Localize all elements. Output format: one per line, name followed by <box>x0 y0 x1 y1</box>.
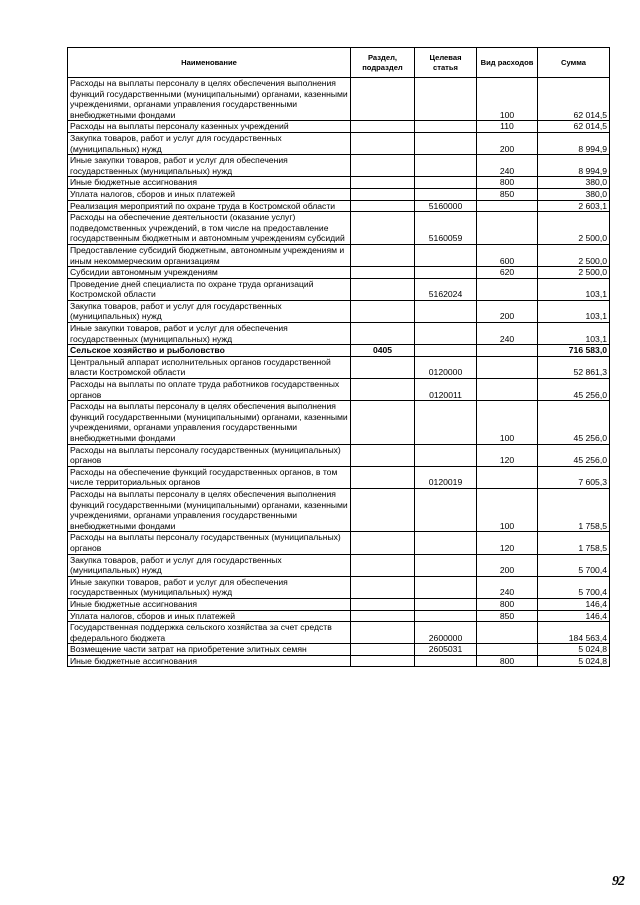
row-target: 0120019 <box>415 466 477 488</box>
table-row <box>68 345 610 357</box>
row-kind <box>477 356 538 378</box>
table-row <box>68 598 610 610</box>
table-header-row <box>68 48 610 78</box>
table-row <box>68 121 610 133</box>
row-sum: 103,1 <box>538 278 610 300</box>
row-kind <box>477 622 538 644</box>
page-number: 92 <box>612 874 624 889</box>
row-target: 5162024 <box>415 278 477 300</box>
row-kind <box>477 466 538 488</box>
row-kind: 240 <box>477 576 538 598</box>
row-section <box>351 576 415 598</box>
row-section <box>351 622 415 644</box>
row-sum: 2 500,0 <box>538 244 610 266</box>
row-section <box>351 356 415 378</box>
row-section <box>351 466 415 488</box>
row-sum: 52 861,3 <box>538 356 610 378</box>
row-name: Сельское хозяйство и рыболовство <box>68 345 351 357</box>
row-sum: 7 605,3 <box>538 466 610 488</box>
table-row <box>68 644 610 656</box>
row-section <box>351 444 415 466</box>
table-row <box>68 655 610 667</box>
row-target: 5160000 <box>415 200 477 212</box>
row-kind: 600 <box>477 244 538 266</box>
row-name: Иные закупки товаров, работ и услуг для обеспечения государственных (муниципальных) нужд <box>68 323 351 345</box>
header-name: Наименование <box>68 48 351 78</box>
row-target <box>415 532 477 554</box>
row-kind: 120 <box>477 444 538 466</box>
row-name: Иные закупки товаров, работ и услуг для обеспечения государственных (муниципальных) нужд <box>68 155 351 177</box>
row-name: Государственная поддержка сельского хозяйства за счет средств федерального бюджета <box>68 622 351 644</box>
row-name: Центральный аппарат исполнительных органов государственной власти Костромской области <box>68 356 351 378</box>
row-target <box>415 300 477 322</box>
row-section <box>351 655 415 667</box>
row-sum: 45 256,0 <box>538 444 610 466</box>
row-sum: 5 024,8 <box>538 644 610 656</box>
row-name: Закупка товаров, работ и услуг для государственных (муниципальных) нужд <box>68 554 351 576</box>
row-target <box>415 345 477 357</box>
row-sum: 146,4 <box>538 598 610 610</box>
row-section <box>351 267 415 279</box>
row-sum: 5 700,4 <box>538 554 610 576</box>
table-row <box>68 532 610 554</box>
row-name: Уплата налогов, сборов и иных платежей <box>68 188 351 200</box>
row-section <box>351 532 415 554</box>
row-sum: 380,0 <box>538 188 610 200</box>
row-section <box>351 379 415 401</box>
row-kind: 240 <box>477 323 538 345</box>
row-target <box>415 177 477 189</box>
table-row <box>68 177 610 189</box>
row-kind: 620 <box>477 267 538 279</box>
table-row <box>68 444 610 466</box>
row-sum: 5 700,4 <box>538 576 610 598</box>
row-name: Расходы на выплаты персоналу казенных учреждений <box>68 121 351 133</box>
row-kind: 100 <box>477 78 538 121</box>
row-target <box>415 121 477 133</box>
table-row <box>68 554 610 576</box>
row-name: Реализация мероприятий по охране труда в Костромской области <box>68 200 351 212</box>
row-name: Расходы на обеспечение деятельности (оказание услуг) подведомственных учреждений, в том числе на предоставление государственным бюджетным и автономным учреждениям субсидий <box>68 212 351 245</box>
budget-table <box>67 47 610 667</box>
table-row <box>68 300 610 322</box>
row-kind: 800 <box>477 598 538 610</box>
row-kind <box>477 212 538 245</box>
row-section <box>351 644 415 656</box>
row-sum: 8 994,9 <box>538 132 610 154</box>
row-name: Иные бюджетные ассигнования <box>68 177 351 189</box>
row-name: Расходы на выплаты по оплате труда работников государственных органов <box>68 379 351 401</box>
header-section: Раздел, подраздел <box>351 48 415 78</box>
row-sum: 2 603,1 <box>538 200 610 212</box>
row-target <box>415 610 477 622</box>
row-name: Возмещение части затрат на приобретение элитных семян <box>68 644 351 656</box>
row-target: 5160059 <box>415 212 477 245</box>
row-target <box>415 323 477 345</box>
row-target <box>415 244 477 266</box>
row-sum: 5 024,8 <box>538 655 610 667</box>
row-name: Иные бюджетные ассигнования <box>68 598 351 610</box>
table-row <box>68 267 610 279</box>
row-section <box>351 278 415 300</box>
row-section <box>351 610 415 622</box>
row-kind <box>477 345 538 357</box>
row-name: Расходы на выплаты персоналу государственных (муниципальных) органов <box>68 444 351 466</box>
row-section <box>351 300 415 322</box>
row-section <box>351 401 415 444</box>
row-target: 2605031 <box>415 644 477 656</box>
row-name: Расходы на выплаты персоналу в целях обеспечения выполнения функций государственными (муниципальными) органами, казенными учреждениями, органами управления государственными внебюджетными фондами <box>68 488 351 531</box>
row-name: Субсидии автономным учреждениям <box>68 267 351 279</box>
row-target <box>415 267 477 279</box>
table-row <box>68 212 610 245</box>
row-section <box>351 155 415 177</box>
row-target <box>415 188 477 200</box>
table-row <box>68 622 610 644</box>
row-sum: 184 563,4 <box>538 622 610 644</box>
row-section <box>351 212 415 245</box>
row-name: Расходы на выплаты персоналу в целях обеспечения выполнения функций государственными (муниципальными) органами, казенными учреждениями, органами управления государственными внебюджетными фондами <box>68 401 351 444</box>
table-body <box>68 78 610 667</box>
row-sum: 45 256,0 <box>538 401 610 444</box>
row-name: Закупка товаров, работ и услуг для государственных (муниципальных) нужд <box>68 300 351 322</box>
row-name: Проведение дней специалиста по охране труда организаций Костромской области <box>68 278 351 300</box>
row-sum: 146,4 <box>538 610 610 622</box>
row-kind: 850 <box>477 188 538 200</box>
row-sum: 103,1 <box>538 300 610 322</box>
row-target <box>415 155 477 177</box>
row-name: Предоставление субсидий бюджетным, автономным учреждениям и иным некоммерческим организациям <box>68 244 351 266</box>
row-target <box>415 401 477 444</box>
row-target <box>415 576 477 598</box>
row-kind: 100 <box>477 488 538 531</box>
row-kind: 240 <box>477 155 538 177</box>
row-section <box>351 132 415 154</box>
row-target <box>415 132 477 154</box>
row-name: Расходы на выплаты персоналу в целях обеспечения выполнения функций государственными (муниципальными) органами, казенными учреждениями, органами управления государственными внебюджетными фондами <box>68 78 351 121</box>
row-sum: 2 500,0 <box>538 267 610 279</box>
row-section <box>351 78 415 121</box>
row-section <box>351 244 415 266</box>
row-kind: 100 <box>477 401 538 444</box>
row-target <box>415 598 477 610</box>
row-kind <box>477 200 538 212</box>
row-name: Уплата налогов, сборов и иных платежей <box>68 610 351 622</box>
row-sum: 62 014,5 <box>538 78 610 121</box>
row-name: Закупка товаров, работ и услуг для государственных (муниципальных) нужд <box>68 132 351 154</box>
row-sum: 1 758,5 <box>538 488 610 531</box>
row-section <box>351 200 415 212</box>
row-kind: 200 <box>477 554 538 576</box>
row-sum: 103,1 <box>538 323 610 345</box>
row-section <box>351 598 415 610</box>
row-sum: 1 758,5 <box>538 532 610 554</box>
row-kind <box>477 644 538 656</box>
table-row <box>68 576 610 598</box>
table-row <box>68 401 610 444</box>
header-kind: Вид расходов <box>477 48 538 78</box>
row-kind: 800 <box>477 655 538 667</box>
table-row <box>68 278 610 300</box>
table-row <box>68 466 610 488</box>
row-section <box>351 323 415 345</box>
row-kind <box>477 278 538 300</box>
table-row <box>68 200 610 212</box>
table-row <box>68 244 610 266</box>
header-sum: Сумма <box>538 48 610 78</box>
row-sum: 45 256,0 <box>538 379 610 401</box>
row-section <box>351 488 415 531</box>
row-name: Иные закупки товаров, работ и услуг для обеспечения государственных (муниципальных) нужд <box>68 576 351 598</box>
row-target: 0120000 <box>415 356 477 378</box>
table-row <box>68 155 610 177</box>
row-target: 2600000 <box>415 622 477 644</box>
row-sum: 62 014,5 <box>538 121 610 133</box>
header-target: Целевая статья <box>415 48 477 78</box>
row-kind: 110 <box>477 121 538 133</box>
row-name: Расходы на выплаты персоналу государственных (муниципальных) органов <box>68 532 351 554</box>
row-section <box>351 177 415 189</box>
table-row <box>68 356 610 378</box>
table-row <box>68 132 610 154</box>
row-kind <box>477 379 538 401</box>
row-kind: 120 <box>477 532 538 554</box>
row-sum: 716 583,0 <box>538 345 610 357</box>
row-name: Расходы на обеспечение функций государственных органов, в том числе территориальных органов <box>68 466 351 488</box>
row-kind: 850 <box>477 610 538 622</box>
table-row <box>68 379 610 401</box>
table-row <box>68 610 610 622</box>
row-target <box>415 554 477 576</box>
row-target <box>415 655 477 667</box>
row-kind: 800 <box>477 177 538 189</box>
row-section <box>351 554 415 576</box>
row-kind: 200 <box>477 300 538 322</box>
row-sum: 2 500,0 <box>538 212 610 245</box>
row-section <box>351 121 415 133</box>
row-target <box>415 78 477 121</box>
row-section: 0405 <box>351 345 415 357</box>
table-row <box>68 488 610 531</box>
row-sum: 8 994,9 <box>538 155 610 177</box>
row-target <box>415 488 477 531</box>
table-row <box>68 188 610 200</box>
row-section <box>351 188 415 200</box>
row-target <box>415 444 477 466</box>
table-row <box>68 323 610 345</box>
row-kind: 200 <box>477 132 538 154</box>
row-name: Иные бюджетные ассигнования <box>68 655 351 667</box>
table-row <box>68 78 610 121</box>
row-target: 0120011 <box>415 379 477 401</box>
row-sum: 380,0 <box>538 177 610 189</box>
